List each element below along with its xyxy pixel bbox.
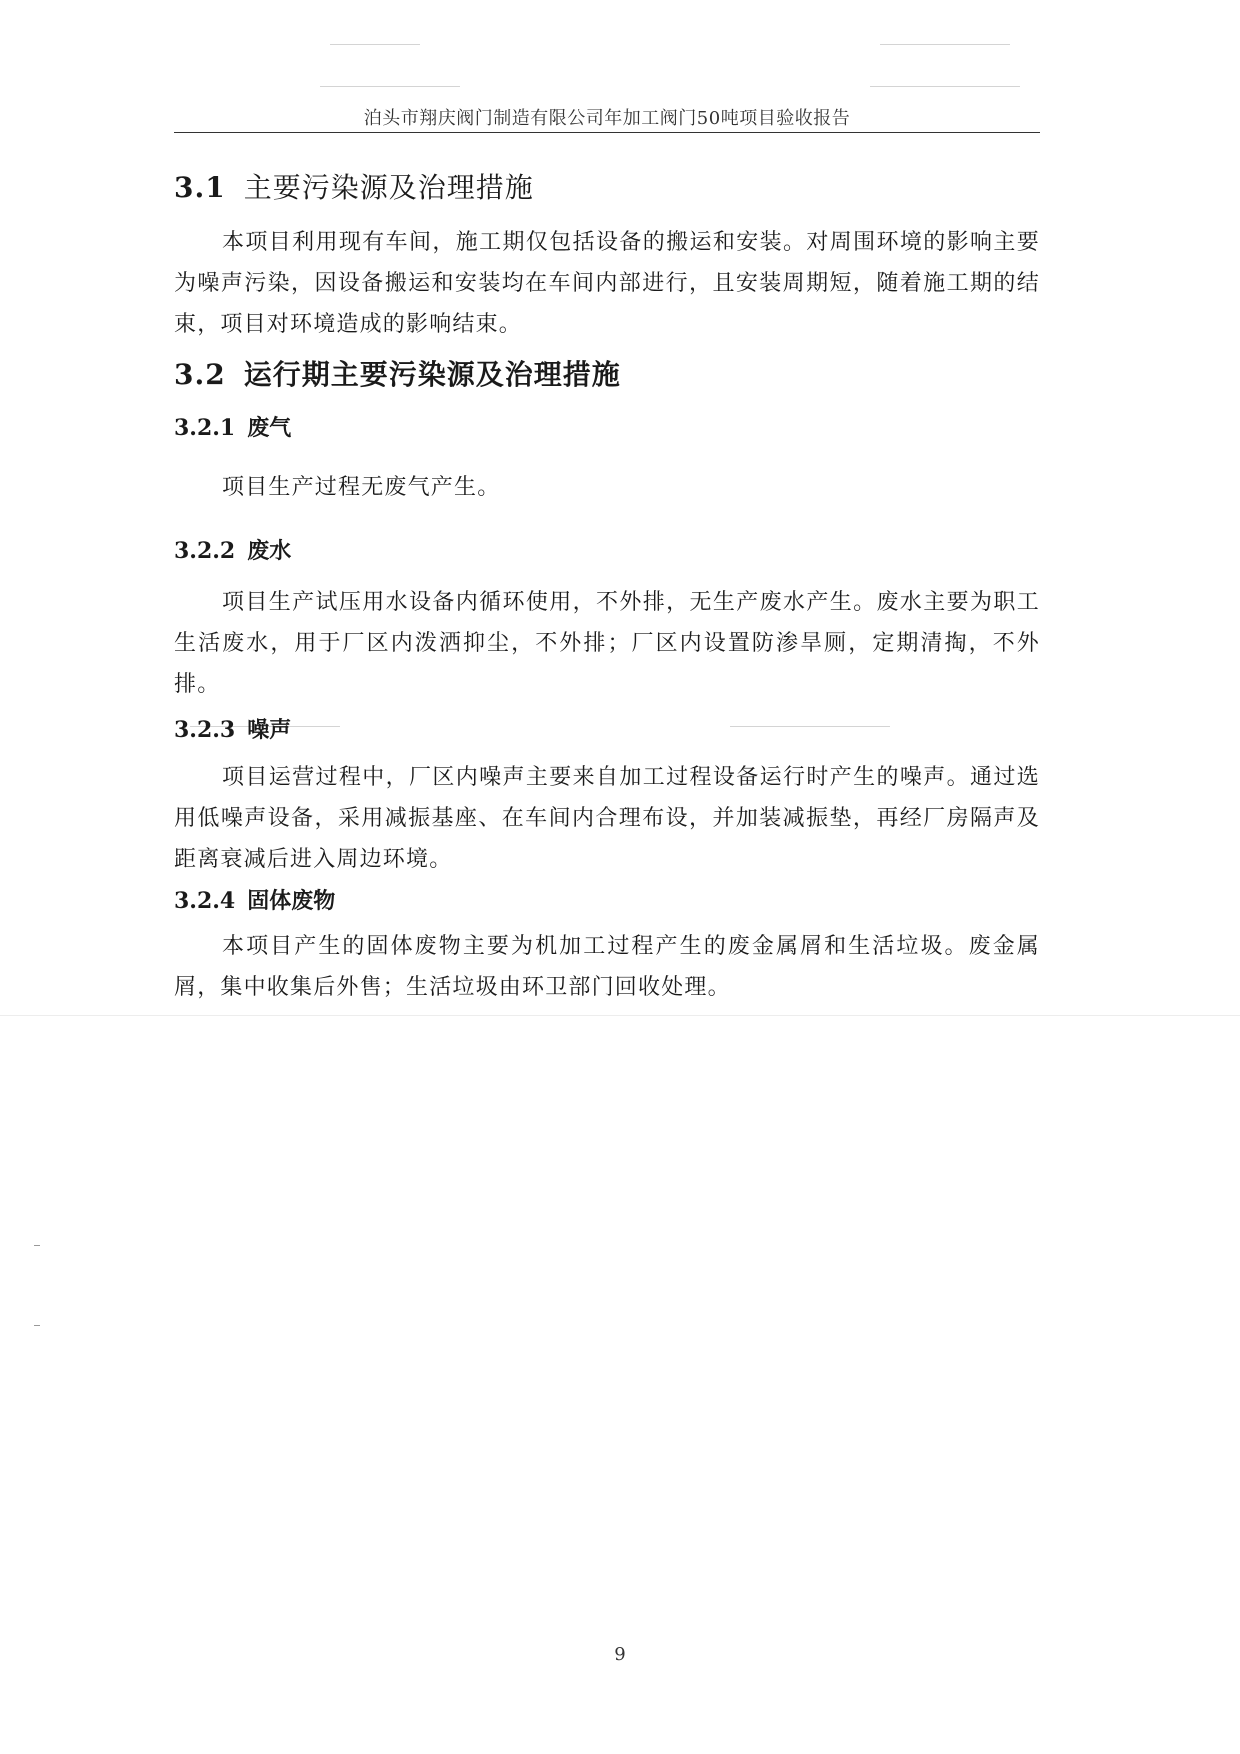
section-3-1-heading: [174, 168, 1040, 208]
section-3-2-2-paragraph: 项目生产试压用水设备内循环使用，不外排，无生产废水产生。废水主要为职工生活废水，用于厂区内泼洒抑尘，不外排；厂区内设置防渗旱厕，定期清掏，不外排。: [174, 590, 1040, 697]
scan-artifact: [0, 1015, 1240, 1016]
scan-artifact: [330, 44, 420, 45]
section-3-2-2-heading: [174, 534, 1040, 568]
subsection-number: 3.2.4: [174, 888, 236, 914]
page-number: 9: [614, 1644, 626, 1665]
section-number: 3.1: [174, 171, 226, 204]
page-content: [174, 168, 1040, 1008]
subsection-number: 3.2.1: [174, 415, 236, 441]
section-3-2-heading: [174, 355, 1040, 395]
section-title: 运行期主要污染源及治理措施: [243, 358, 621, 391]
subsection-title: 噪声: [247, 717, 292, 743]
scan-artifact: [320, 86, 460, 87]
scan-artifact: [34, 1325, 40, 1326]
section-3-2-3-heading: [174, 713, 1040, 747]
section-3-2-1-heading: [174, 411, 1040, 445]
scan-artifact: [870, 86, 1020, 87]
scan-artifact: [34, 1245, 40, 1246]
section-3-1-paragraph: 本项目利用现有车间，施工期仅包括设备的搬运和安装。对周围环境的影响主要为噪声污染，因设备搬运和安装均在车间内部进行，且安装周期短，随着施工期的结束，项目对环境造成的影响结束。: [174, 230, 1040, 337]
scan-artifact: [880, 44, 1010, 45]
section-3-2-4-heading: [174, 884, 1040, 918]
subsection-title: 固体废物: [247, 888, 336, 914]
running-header: [174, 100, 1040, 133]
section-number: 3.2: [174, 358, 226, 391]
header-title: 泊头市翔庆阀门制造有限公司年加工阀门50吨项目验收报告: [363, 108, 851, 129]
subsection-title: 废水: [247, 538, 292, 564]
subsection-number: 3.2.2: [174, 538, 236, 564]
section-3-2-3-paragraph: 项目运营过程中，厂区内噪声主要来自加工过程设备运行时产生的噪声。通过选用低噪声设备，采用减振基座、在车间内合理布设，并加装减振垫，再经厂房隔声及距离衰减后进入周边环境。: [174, 765, 1040, 872]
section-3-2-4-paragraph: 本项目产生的固体废物主要为机加工过程产生的废金属屑和生活垃圾。废金属屑，集中收集后外售；生活垃圾由环卫部门回收处理。: [174, 934, 1040, 1000]
section-3-2-1-paragraph: 项目生产过程无废气产生。: [222, 475, 501, 500]
subsection-number: 3.2.3: [174, 717, 236, 743]
subsection-title: 废气: [247, 415, 292, 441]
section-title: 主要污染源及治理措施: [243, 171, 534, 204]
